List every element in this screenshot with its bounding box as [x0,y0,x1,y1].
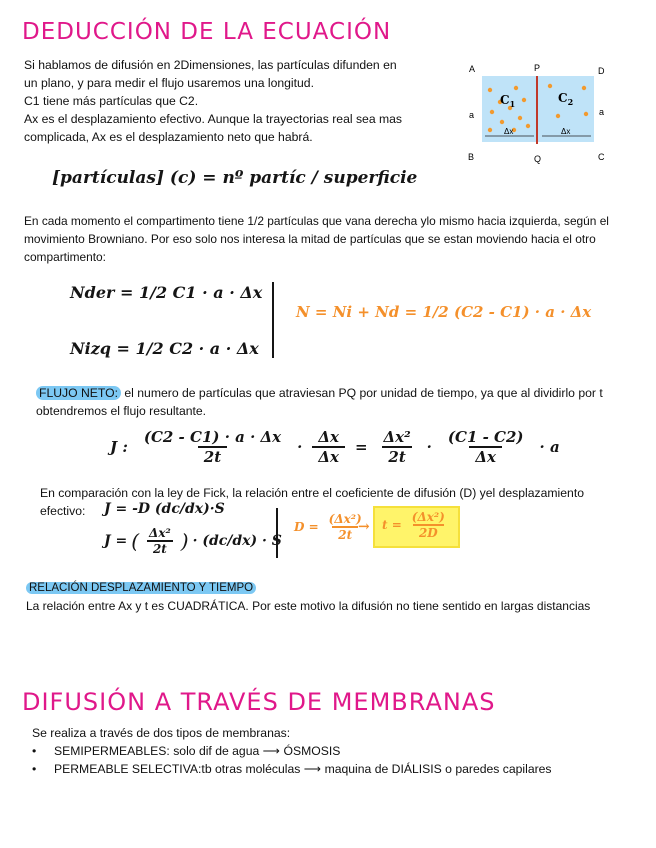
dx-label-left: Δx [504,127,514,136]
c2-subscript: 2 [567,97,574,107]
intro-line: Ax es el desplazamiento efectivo. Aunque la trayectorias real sea mas [24,112,403,126]
c1-letter: C [500,93,510,107]
section-title-deduccion: DEDUCCIÓN DE LA ECUACIÓN [22,19,392,45]
d-num: (Δx²) [328,512,362,526]
n-der-lhs: Nder = [70,283,134,302]
flujo-neto-paragraph [36,384,646,420]
fick-eq2-rest: · (dc/dx) · S [192,533,282,549]
t-num: (Δx²) [411,510,445,524]
n-total-right: (C2 - C1) · a · Δx [453,303,592,321]
diagram-label-q: Q [534,154,542,164]
fick-eq2-num: Δx² [149,526,171,540]
fick-line-2: efectivo: [40,504,86,518]
relacion-block [26,578,646,615]
compartment-diagram [462,60,622,170]
membranas-list [28,742,648,778]
j-f1-den: 2t [198,446,227,466]
j-equals: = [354,438,368,456]
n-izq-lhs: Nizq = [70,339,130,358]
compartment-diagram-svg [462,60,622,170]
j-dot: · [297,438,303,456]
j-f2-num: Δx [318,428,339,446]
compartimento-line: En cada momento el compartimento tiene 1/2 partículas que vana derecha ylo mismo hacia izquierda, según el [24,214,609,228]
equation-n-izq [70,339,259,358]
formula-particulas: [partículas] (c) = nº partíc / superficie [52,168,418,188]
flujo-neto-text-2: obtendremos el flujo resultante. [36,404,207,418]
equation-n-der [70,283,262,302]
n-der-half: 1/2 [138,283,168,302]
j-f4-num: (C1 - C2) [447,428,524,446]
flujo-neto-label: FLUJO NETO: [36,386,121,400]
d-den: 2t [332,526,358,542]
fick-bracket [270,508,278,558]
j-lhs: J : [110,438,128,456]
equation-t [382,510,451,540]
list-item: • SEMIPERMEABLES: solo dif de agua ⟶ ÓSMOSIS [28,742,648,760]
j-fraction-3 [378,428,417,466]
arrow-to-t: → [358,519,370,535]
relacion-text: La relación entre Ax y t es CUADRÁTICA. Por este motivo la difusión no tiene sentido en largas distancias [26,599,591,613]
fick-eq2-fraction [143,526,177,556]
n-total-left: N = Ni + Nd = [296,303,418,321]
equation-d [294,512,368,542]
fick-equation-2 [104,526,282,556]
n-izq-half: 1/2 [135,339,164,358]
j-f3-den: 2t [382,446,411,466]
dx-label-right: Δx [561,127,571,136]
j-f3-num: Δx² [383,428,411,446]
intro-line: Si hablamos de difusión en 2Dimensiones, las partículas difunden en [24,58,397,72]
j-dot-2: · [426,438,432,456]
diagram-label-a-right: a [599,107,605,117]
membranas-intro: Se realiza a través de dos tipos de membranas: [32,726,291,740]
relacion-label: RELACIÓN DESPLAZAMIENTO Y TIEMPO [26,582,256,594]
diagram-label-c: C [598,152,605,162]
flujo-neto-text: el numero de partículas que atraviesan PQ por unidad de tiempo, ya que al dividirlo por t [121,386,603,400]
diagram-label-p: P [534,63,541,73]
j-f1-num: (C2 - C1) · a · Δx [143,428,282,446]
intro-paragraph [24,56,434,146]
j-fraction-4 [442,428,530,466]
n-izq-rest: C2 · a · Δx [169,339,259,358]
n-total-half: 1/2 [422,303,449,321]
intro-line: complicada, Ax es el desplazamiento neto que habrá. [24,130,313,144]
section-title-difusion: DIFUSIÓN A TRAVÉS DE MEMBRANAS [22,688,496,716]
j-fraction-1 [138,428,287,466]
t-den: 2D [413,524,444,540]
n-der-rest: C1 · a · Δx [172,283,263,302]
fick-line-1: En comparación con la ley de Fick, la relación entre el coeficiente de difusión (D) yel desplazamiento [40,486,584,500]
j-f2-den: Δx [312,446,345,466]
equation-n-total [296,303,591,321]
t-fraction [406,510,451,540]
equations-bracket [266,282,274,358]
j-tail: · a [539,438,560,456]
paren-open: ( [131,529,140,553]
diagram-label-a-left: a [469,110,475,120]
diagram-label-b: B [468,152,475,162]
c1-subscript: 1 [509,99,516,109]
diagram-label-a-upper: A [469,64,476,74]
compartimento-paragraph [24,212,649,266]
list-item: • PERMEABLE SELECTIVA:tb otras moléculas ⟶ maquina de DIÁLISIS o paredes capilares [28,760,648,778]
t-lhs: t = [382,518,402,532]
intro-line: C1 tiene más partículas que C2. [24,94,199,108]
paren-close: ) [180,529,189,553]
fick-eq2-lhs: J = [104,533,128,549]
compartimento-line: movimiento Browniano. Por eso solo nos interesa la mitad de partículas que se estan moviendo hacia el otro [24,232,596,246]
j-fraction-2 [312,428,345,466]
fick-equation-1: J = -D (dc/dx)·S [104,501,225,517]
compartimento-line: compartimento: [24,250,106,264]
equation-j [110,428,560,466]
intro-line: un plano, y para medir el flujo usaremos una longitud. [24,76,314,90]
d-lhs: D = [294,520,319,534]
j-f4-den: Δx [469,446,502,466]
c2-letter: C [558,91,568,105]
fick-eq2-den: 2t [147,540,173,556]
diagram-label-d: D [598,66,605,76]
